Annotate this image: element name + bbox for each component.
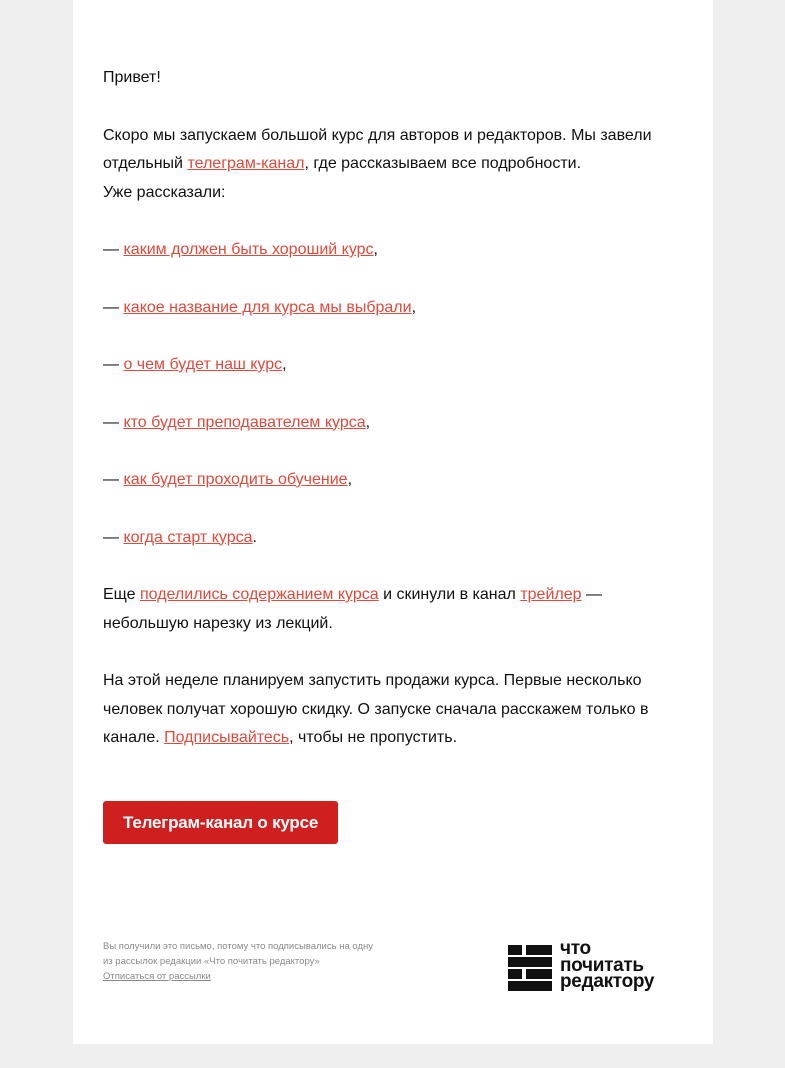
logo-line: редактору (560, 971, 655, 992)
list-item: — когда старт курса. (103, 528, 257, 546)
course-content-link[interactable]: поделились содержанием курса (140, 586, 379, 603)
subscribe-link[interactable]: Подписывайтесь (164, 729, 290, 746)
item-link-learning[interactable]: как будет проходить обучение (123, 471, 348, 488)
footer-notice-text: Вы получили это письмо, потому что подписывались на одну из рассылок редакции «Что почитать редактору» (103, 941, 373, 967)
sales-paragraph: На этой неделе планируем запустить продажи курса. Первые несколько человек получат хорошую скидку. О запуске сначала расскажем только в канале. Подписывайтесь, чтобы не пропустить. (103, 672, 649, 746)
intro-line2: Уже рассказали: (103, 183, 226, 201)
logo-line: почитать (560, 954, 644, 976)
list-item: — как будет проходить обучение, (103, 471, 353, 488)
email-card (73, 0, 713, 1044)
list-item: — каким должен быть хороший курс, (103, 241, 378, 258)
item-link-good-course[interactable]: каким должен быть хороший курс (123, 241, 374, 258)
greeting: Привет! (103, 69, 161, 86)
intro-paragraph: Скоро мы запускаем большой курс для авторов и редакторов. Мы завели отдельный телеграм-канал, где рассказываем все подробности. (103, 126, 652, 172)
list-item: — о чем будет наш курс, (103, 356, 287, 373)
telegram-channel-link[interactable]: телеграм-канал (187, 155, 305, 172)
item-link-teacher[interactable]: кто будет преподавателем курса (123, 413, 366, 431)
unsubscribe-link[interactable]: Отписаться от рассылки (103, 971, 211, 982)
email-body (103, 64, 683, 753)
logo-line: что (560, 938, 591, 959)
item-link-start[interactable]: когда старт курса (123, 528, 253, 546)
telegram-channel-button[interactable]: Телеграм-канал о курсе (103, 801, 338, 844)
brand-logo[interactable] (508, 938, 688, 994)
footer-notice (103, 939, 383, 984)
extra-paragraph: Еще поделились содержанием курса и скинули в канал трейлер — небольшую нарезку из лекций. (103, 586, 602, 632)
list-item: — какое название для курса мы выбрали, (103, 298, 417, 316)
item-link-course-name[interactable]: какое название для курса мы выбрали (123, 298, 412, 316)
trailer-link[interactable]: трейлер (520, 586, 582, 603)
list-item: — кто будет преподавателем курса, (103, 413, 371, 431)
item-link-course-topic[interactable]: о чем будет наш курс (123, 356, 283, 373)
logo-wordmark (560, 938, 655, 992)
